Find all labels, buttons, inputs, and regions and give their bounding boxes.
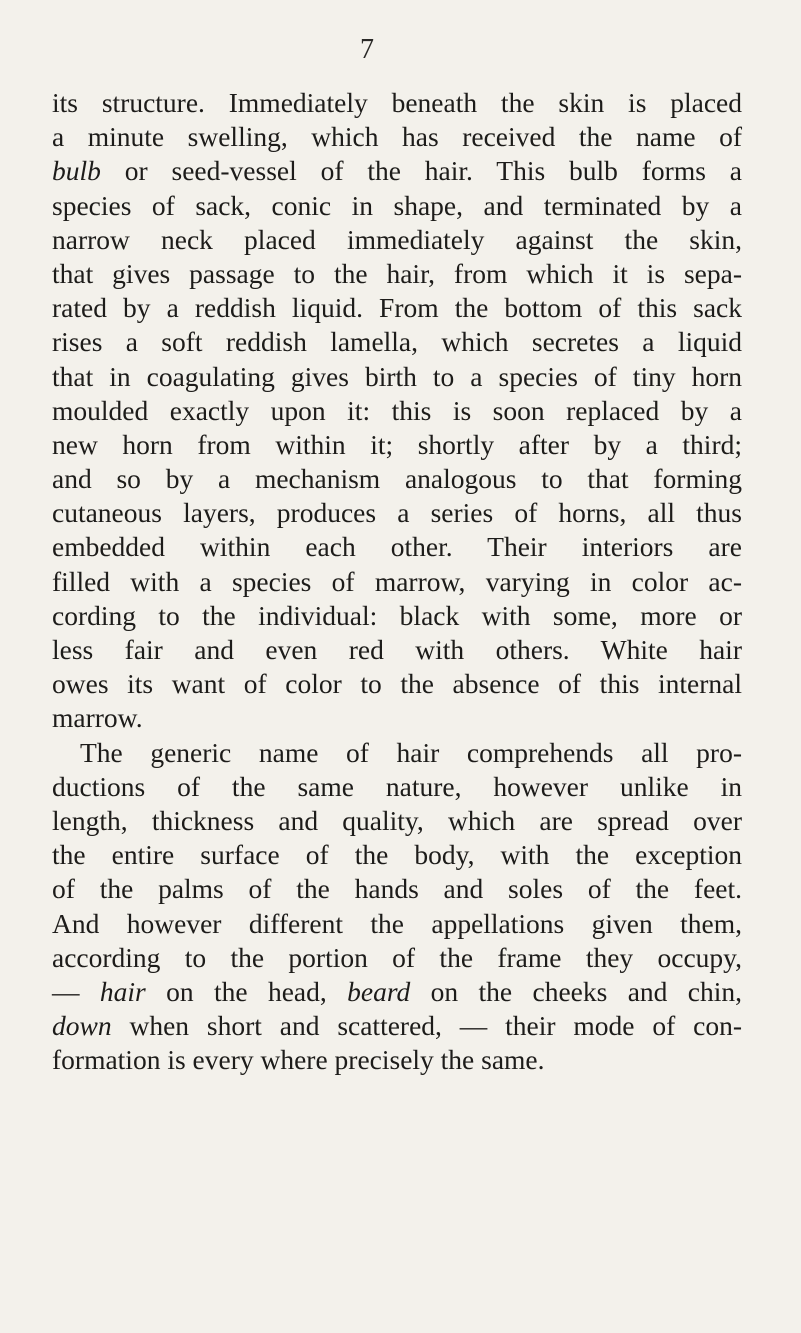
text-line xyxy=(52,736,742,770)
text-line xyxy=(52,804,742,838)
text-run: that in coagulating gives birth to a species of tiny horn xyxy=(52,360,742,392)
paragraph xyxy=(52,736,742,1078)
text-run: or seed-vessel of the hair. This bulb forms a xyxy=(100,155,742,187)
text-line xyxy=(52,838,742,872)
text-run: And however different the appellations given them, xyxy=(52,907,742,939)
text-line xyxy=(52,770,742,804)
text-line xyxy=(52,223,742,257)
text-run: moulded exactly upon it: this is soon replaced by a xyxy=(52,394,742,426)
text-line xyxy=(52,86,742,120)
text-line xyxy=(52,872,742,906)
text-run: marrow. xyxy=(52,702,143,734)
text-line xyxy=(52,975,742,1009)
text-line xyxy=(52,325,742,359)
text-run: new horn from within it; shortly after by a third; xyxy=(52,428,742,460)
text-line xyxy=(52,154,742,188)
text-run: on the cheeks and chin, xyxy=(410,975,743,1007)
text-line xyxy=(52,667,742,701)
text-line xyxy=(52,496,742,530)
text-line xyxy=(52,1043,742,1077)
text-run: of the palms of the hands and soles of the feet. xyxy=(52,873,742,905)
text-run: — xyxy=(52,975,100,1007)
text-run: filled with a species of marrow, varying in color ac- xyxy=(52,565,742,597)
text-run: formation is every where precisely the same. xyxy=(52,1044,545,1076)
text-line xyxy=(52,1009,742,1043)
text-run: embedded within each other. Their interiors are xyxy=(52,531,742,563)
text-line xyxy=(52,701,742,735)
text-run: owes its want of color to the absence of this internal xyxy=(52,668,742,700)
italic-term: bulb xyxy=(52,155,101,187)
text-run: and so by a mechanism analogous to that forming xyxy=(52,463,742,495)
text-line xyxy=(52,599,742,633)
text-run: according to the portion of the frame they occupy, xyxy=(52,941,742,973)
text-run: species of sack, conic in shape, and terminated by a xyxy=(52,189,742,221)
text-run: ductions of the same nature, however unlike in xyxy=(52,770,742,802)
text-run: narrow neck placed immediately against the skin, xyxy=(52,223,742,255)
text-run: a minute swelling, which has received the name of xyxy=(52,121,742,153)
paragraph xyxy=(52,86,742,736)
text-line xyxy=(52,428,742,462)
italic-term: hair xyxy=(99,975,146,1007)
body-text xyxy=(52,86,742,1077)
text-run: cording to the individual: black with some, more or xyxy=(52,599,742,631)
text-run: the entire surface of the body, with the exception xyxy=(52,839,742,871)
text-run: less fair and even red with others. White hair xyxy=(52,634,742,665)
text-run: rises a soft reddish lamella, which secretes a liquid xyxy=(52,326,742,358)
text-run: The generic name of hair comprehends all pro- xyxy=(80,736,742,768)
text-line xyxy=(52,189,742,223)
text-line xyxy=(52,360,742,394)
text-run: on the head, xyxy=(145,975,348,1007)
text-run: that gives passage to the hair, from which it is sepa- xyxy=(52,257,742,289)
text-run: rated by a reddish liquid. From the bottom of this sack xyxy=(52,292,742,324)
text-line xyxy=(52,565,742,599)
text-run: cutaneous layers, produces a series of horns, all thus xyxy=(52,497,742,529)
text-run: when short and scattered, — their mode of con- xyxy=(111,1010,742,1042)
text-line xyxy=(52,291,742,325)
text-line xyxy=(52,530,742,564)
text-line xyxy=(52,462,742,496)
italic-term: down xyxy=(52,1010,112,1042)
text-line xyxy=(52,633,742,667)
text-run: length, thickness and quality, which are spread over xyxy=(52,804,742,836)
page-number: 7 xyxy=(360,34,374,65)
text-line xyxy=(52,907,742,941)
text-line xyxy=(52,257,742,291)
text-line xyxy=(52,941,742,975)
text-run: its structure. Immediately beneath the skin is placed xyxy=(52,87,742,118)
italic-term: beard xyxy=(347,975,411,1007)
text-line xyxy=(52,394,742,428)
text-line xyxy=(52,120,742,154)
